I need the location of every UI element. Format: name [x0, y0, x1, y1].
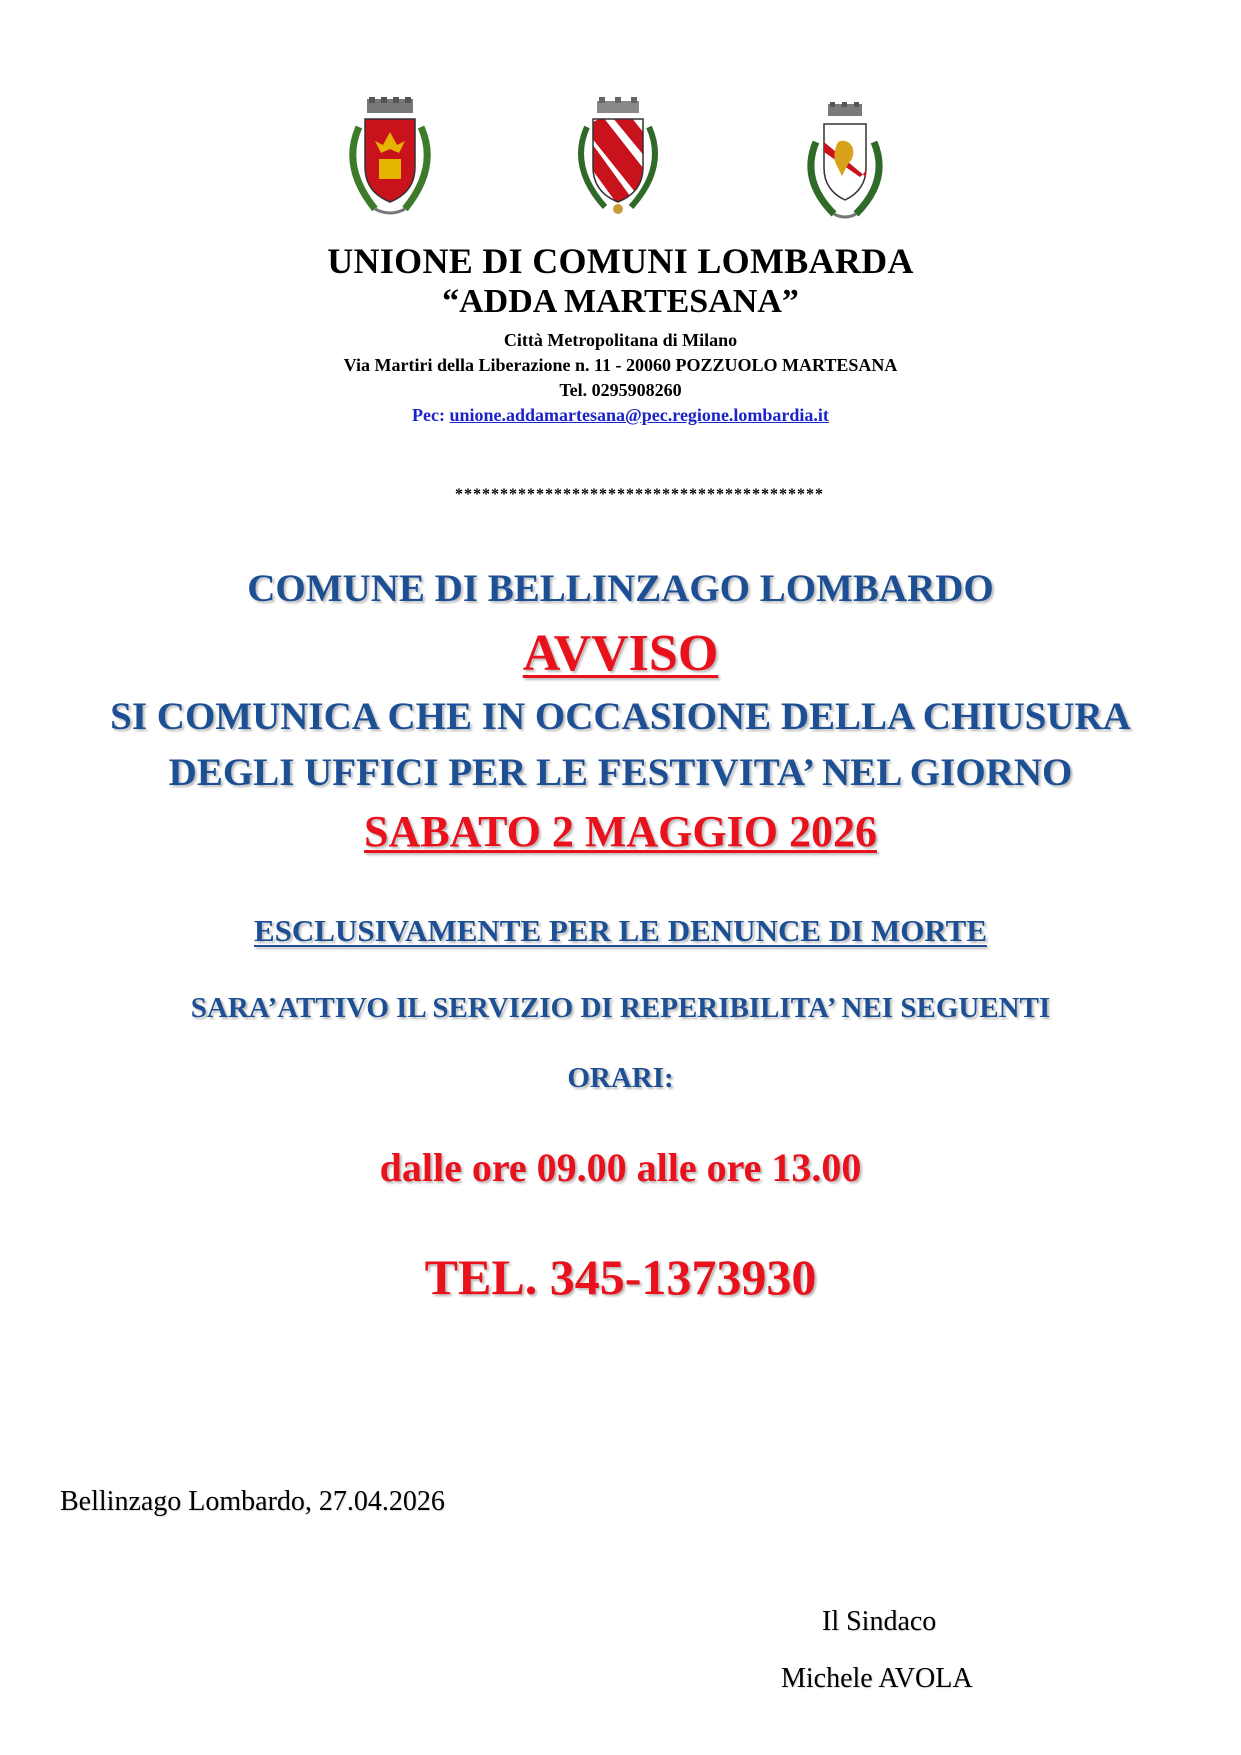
crest-lion-icon: [790, 102, 900, 227]
notice-date: SABATO 2 MAGGIO 2026: [364, 807, 877, 856]
pec-email-link[interactable]: unione.addamartesana@pec.regione.lombardia.it: [449, 405, 829, 425]
metropolitan-city: Città Metropolitana di Milano: [503, 330, 738, 350]
notice-title: AVVISO: [522, 625, 719, 682]
header-phone: Tel. 0295908260: [559, 380, 682, 400]
notice-line-1: SI COMUNICA CHE IN OCCASIONE DELLA CHIUSURA: [110, 695, 1131, 738]
signatory-role: Il Sindaco: [822, 1606, 937, 1637]
hours: dalle ore 09.00 alle ore 13.00: [379, 1145, 862, 1190]
place-date: Bellinzago Lombardo, 27.04.2026: [60, 1486, 445, 1517]
separator: *****************************************: [455, 486, 824, 503]
signatory-name: Michele AVOLA: [781, 1663, 973, 1694]
hours-label: ORARI:: [567, 1062, 674, 1094]
comune-title: COMUNE DI BELLINZAGO LOMBARDO: [247, 567, 994, 610]
exclusive-note: ESCLUSIVAMENTE PER LE DENUNCE DI MORTE: [254, 913, 987, 948]
notice-phone: TEL. 345-1373930: [424, 1249, 817, 1305]
pec-line: [0, 405, 1241, 426]
address: Via Martiri della Liberazione n. 11 - 20060 POZZUOLO MARTESANA: [343, 355, 898, 375]
union-name: UNIONE DI COMUNI LOMBARDA: [327, 241, 914, 281]
pec-label: Pec:: [412, 405, 450, 425]
crest-eagle-icon: [335, 97, 445, 222]
notice-line-2: DEGLI UFFICI PER LE FESTIVITA’ NEL GIORNO: [168, 751, 1073, 794]
union-subname: “ADDA MARTESANA”: [442, 283, 799, 320]
service-note: SARA’ATTIVO IL SERVIZIO DI REPERIBILITA’ NEI SEGUENTI: [190, 992, 1051, 1024]
crest-stripes-icon: [563, 97, 673, 222]
